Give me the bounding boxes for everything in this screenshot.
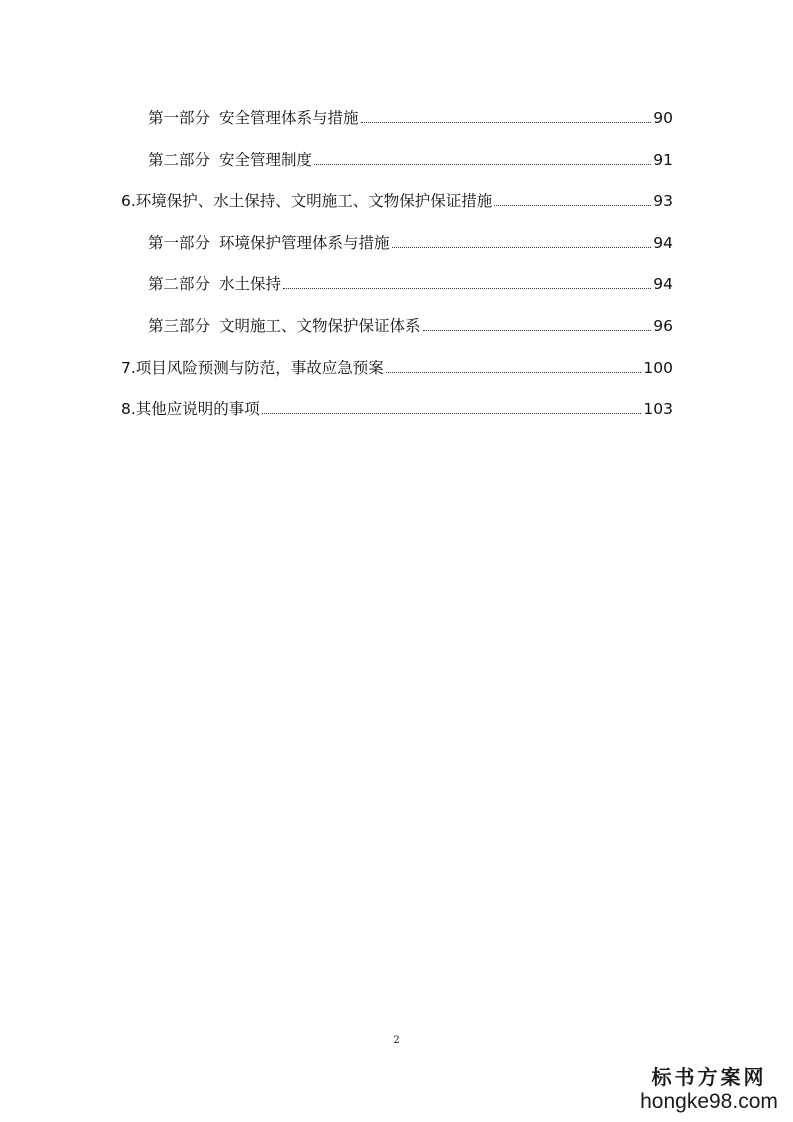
toc-page-number: 103 [643,400,673,418]
toc-entry[interactable] [148,229,673,253]
toc-title-text: 环境保护管理体系与措施 [219,234,390,252]
toc-entry[interactable] [121,187,673,211]
toc-part-label: 第二部分 [148,151,211,169]
toc-title-text: 6.环境保护、水土保持、文明施工、文物保护保证措施 [121,192,493,210]
toc-page-number: 100 [643,359,673,377]
toc-entry-title [148,150,312,170]
toc-entry[interactable] [148,270,673,294]
toc-page-number: 91 [653,151,673,169]
toc-title-text: 水土保持 [219,275,282,293]
page-number: 2 [393,1035,400,1046]
toc-title-text: 安全管理制度 [219,151,313,169]
toc-entry[interactable] [121,354,673,378]
toc-part-label: 第三部分 [148,317,211,335]
toc-page-number: 90 [653,109,673,127]
toc-part-label: 第一部分 [148,234,211,252]
toc-page-number: 96 [653,317,673,335]
dot-leader [392,247,652,248]
toc-part-label: 第一部分 [148,109,211,127]
toc-page-number: 93 [653,192,673,210]
dot-leader [262,413,642,414]
toc-page-number: 94 [653,275,673,293]
watermark-logo [639,1064,779,1114]
dot-leader [361,122,652,123]
watermark-domain-text: hongke98.com [640,1090,778,1113]
toc-title-text: 文明施工、文物保护保证体系 [219,317,421,335]
toc-entry-title [148,108,359,128]
dot-leader [494,205,651,206]
toc-entry[interactable] [148,146,673,170]
toc-entry-title [148,233,390,253]
dot-leader [283,288,651,289]
dot-leader [423,330,652,331]
toc-title-text: 安全管理体系与措施 [219,109,359,127]
toc-page-number: 94 [653,234,673,252]
toc-entry-title [148,274,281,294]
toc-entry-title [148,316,421,336]
toc-entry[interactable] [121,395,673,419]
toc-title-text: 8.其他应说明的事项 [121,400,260,418]
watermark-chinese-text: 标书方案网 [651,1065,767,1089]
toc-entry[interactable] [148,104,673,128]
dot-leader [314,164,651,165]
toc-title-text: 7.项目风险预测与防范，事故应急预案 [121,359,384,377]
toc-part-label: 第二部分 [148,275,211,293]
dot-leader [386,372,642,373]
toc-entry[interactable] [148,312,673,336]
